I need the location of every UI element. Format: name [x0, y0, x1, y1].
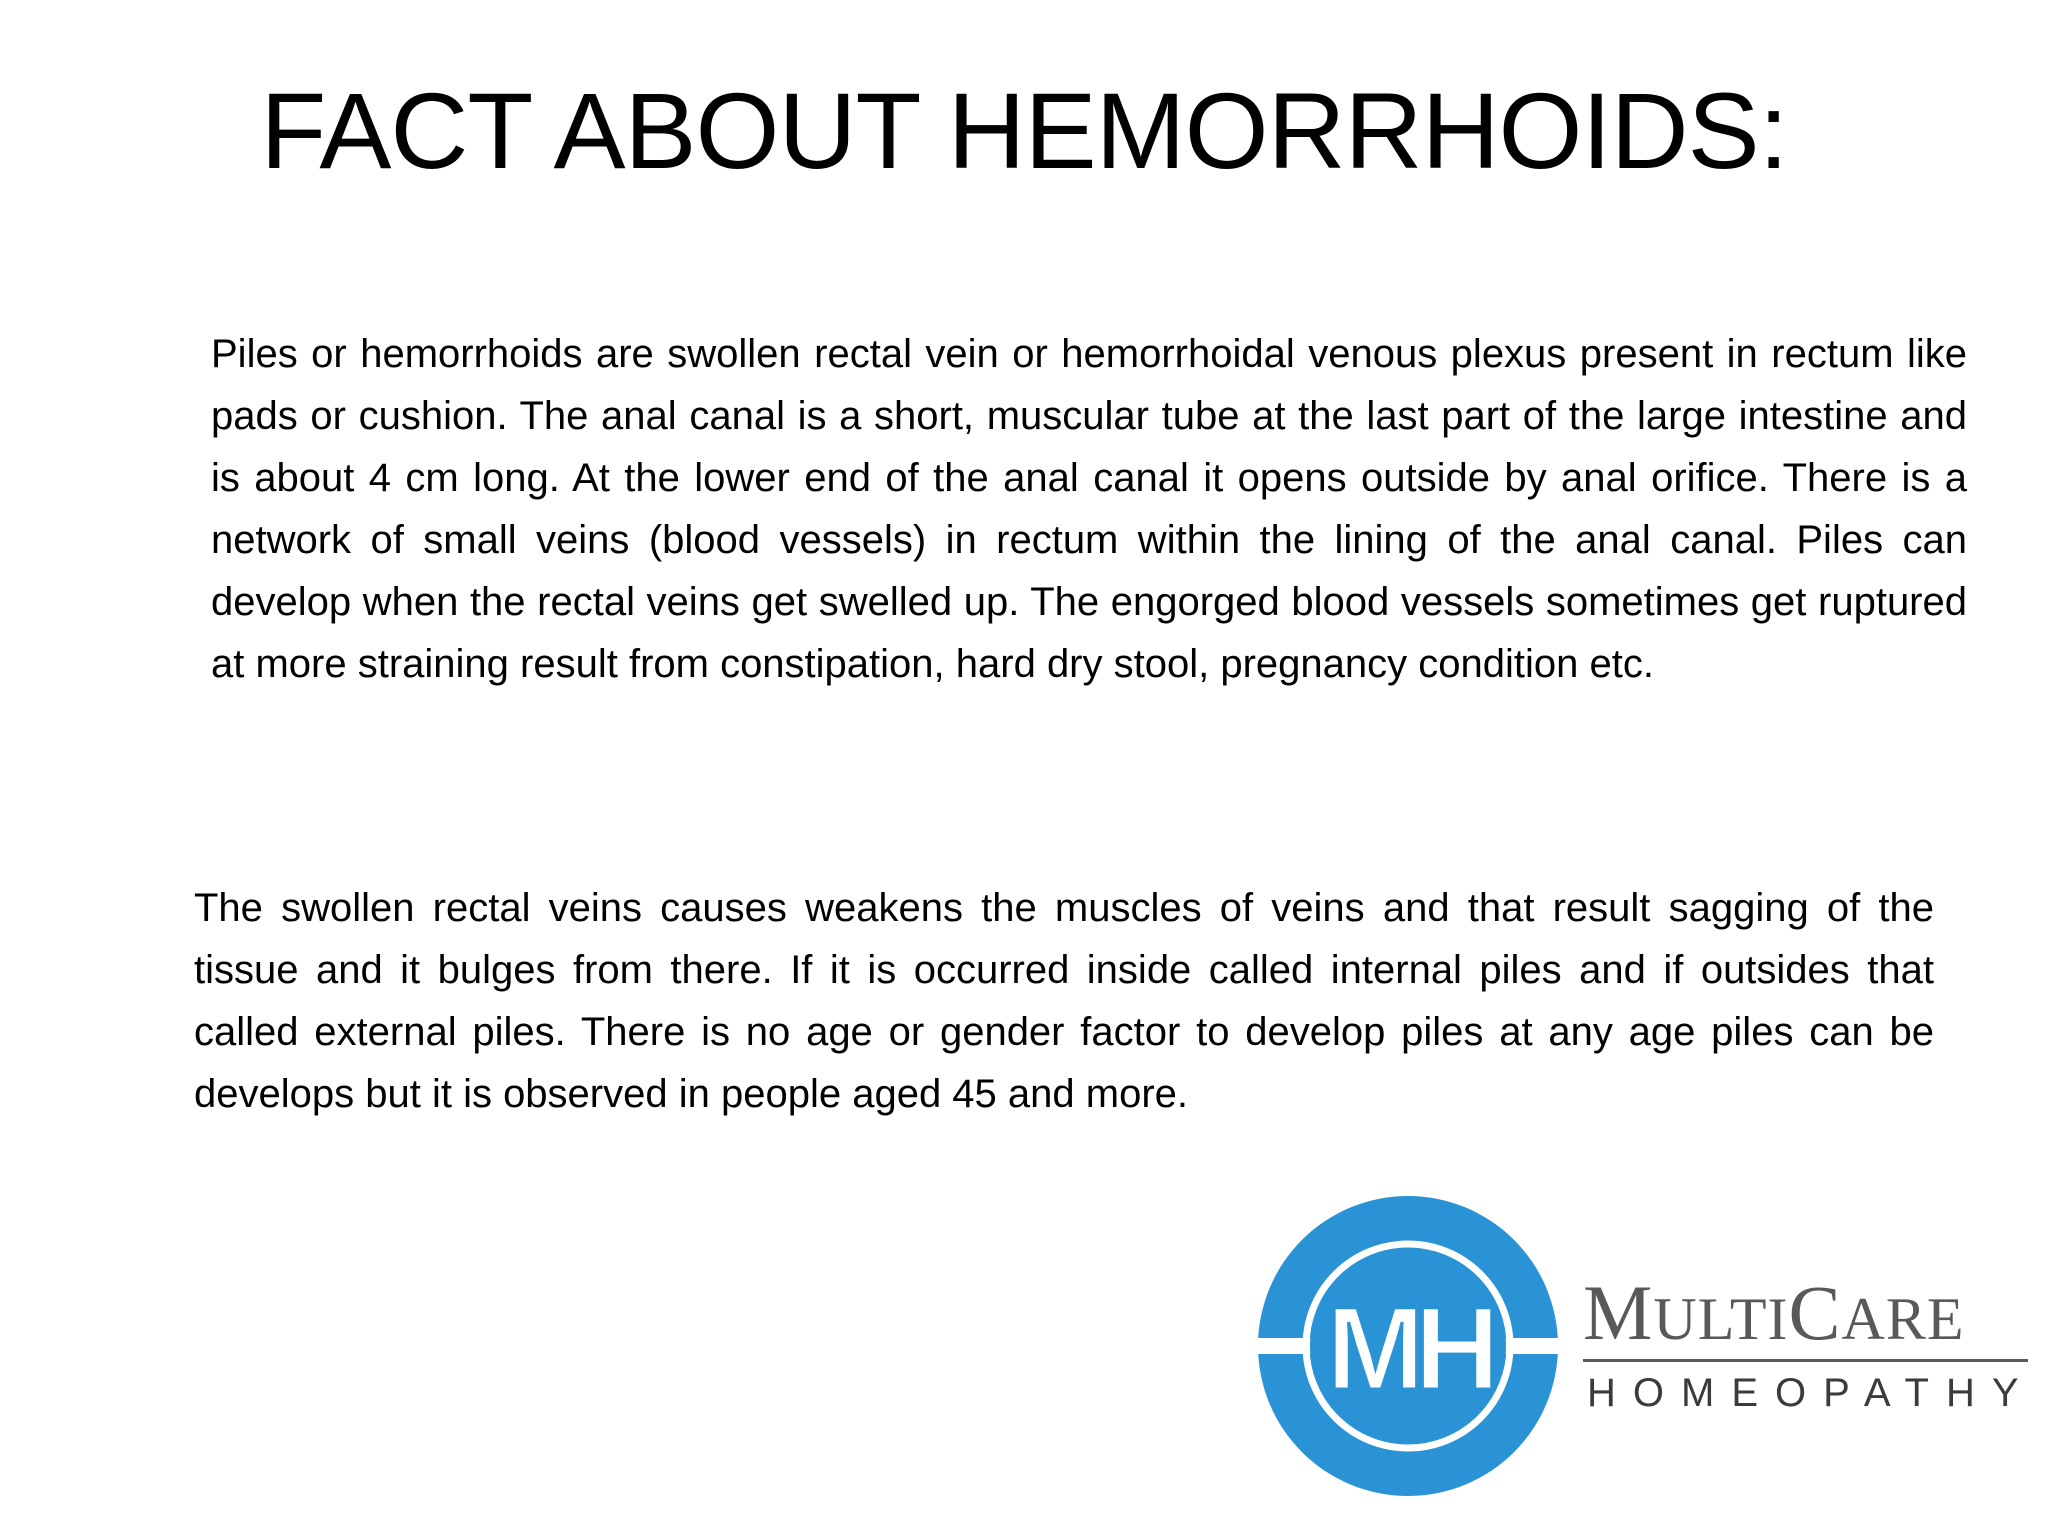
paragraph-piles-definition: Piles or hemorrhoids are swollen rectal vein or hemorrhoidal venous plexus present in rectum like pads or cushion. The anal canal is a short, muscular tube at the last part of the large intestine and is about 4 cm long. At the lower end of the anal canal it opens outside by anal orifice. There is a network of small veins (blood vessels) in rectum within the lining of the anal canal. Piles can develop when the rectal veins get swelled up. The engorged blood vessels sometimes get ruptured at more straining result from constipation, hard dry stool, pregnancy condition etc. — [211, 332, 1967, 686]
mh-monogram: MH — [1326, 1283, 1490, 1415]
brand-divider — [1583, 1359, 2028, 1362]
mh-emblem-icon — [1255, 1193, 1561, 1499]
paragraph-internal-external-piles: The swollen rectal veins causes weakens the muscles of veins and that result sagging of the tissue and it bulges from there. If it is occurred inside called internal piles and if outsides that called external piles. There is no age or gender factor to develop piles at any age piles can be develops but it is observed in people aged 45 and more. — [194, 886, 1934, 1116]
brand-wordmark — [1583, 1269, 2036, 1415]
multicare-homeopathy-logo — [1255, 1193, 2035, 1503]
slide-title: FACT ABOUT HEMORRHOIDS: — [260, 70, 1788, 191]
brand-tagline: HOMEOPATHY — [1587, 1371, 2036, 1415]
brand-name: MULTICARE — [1583, 1269, 1965, 1356]
